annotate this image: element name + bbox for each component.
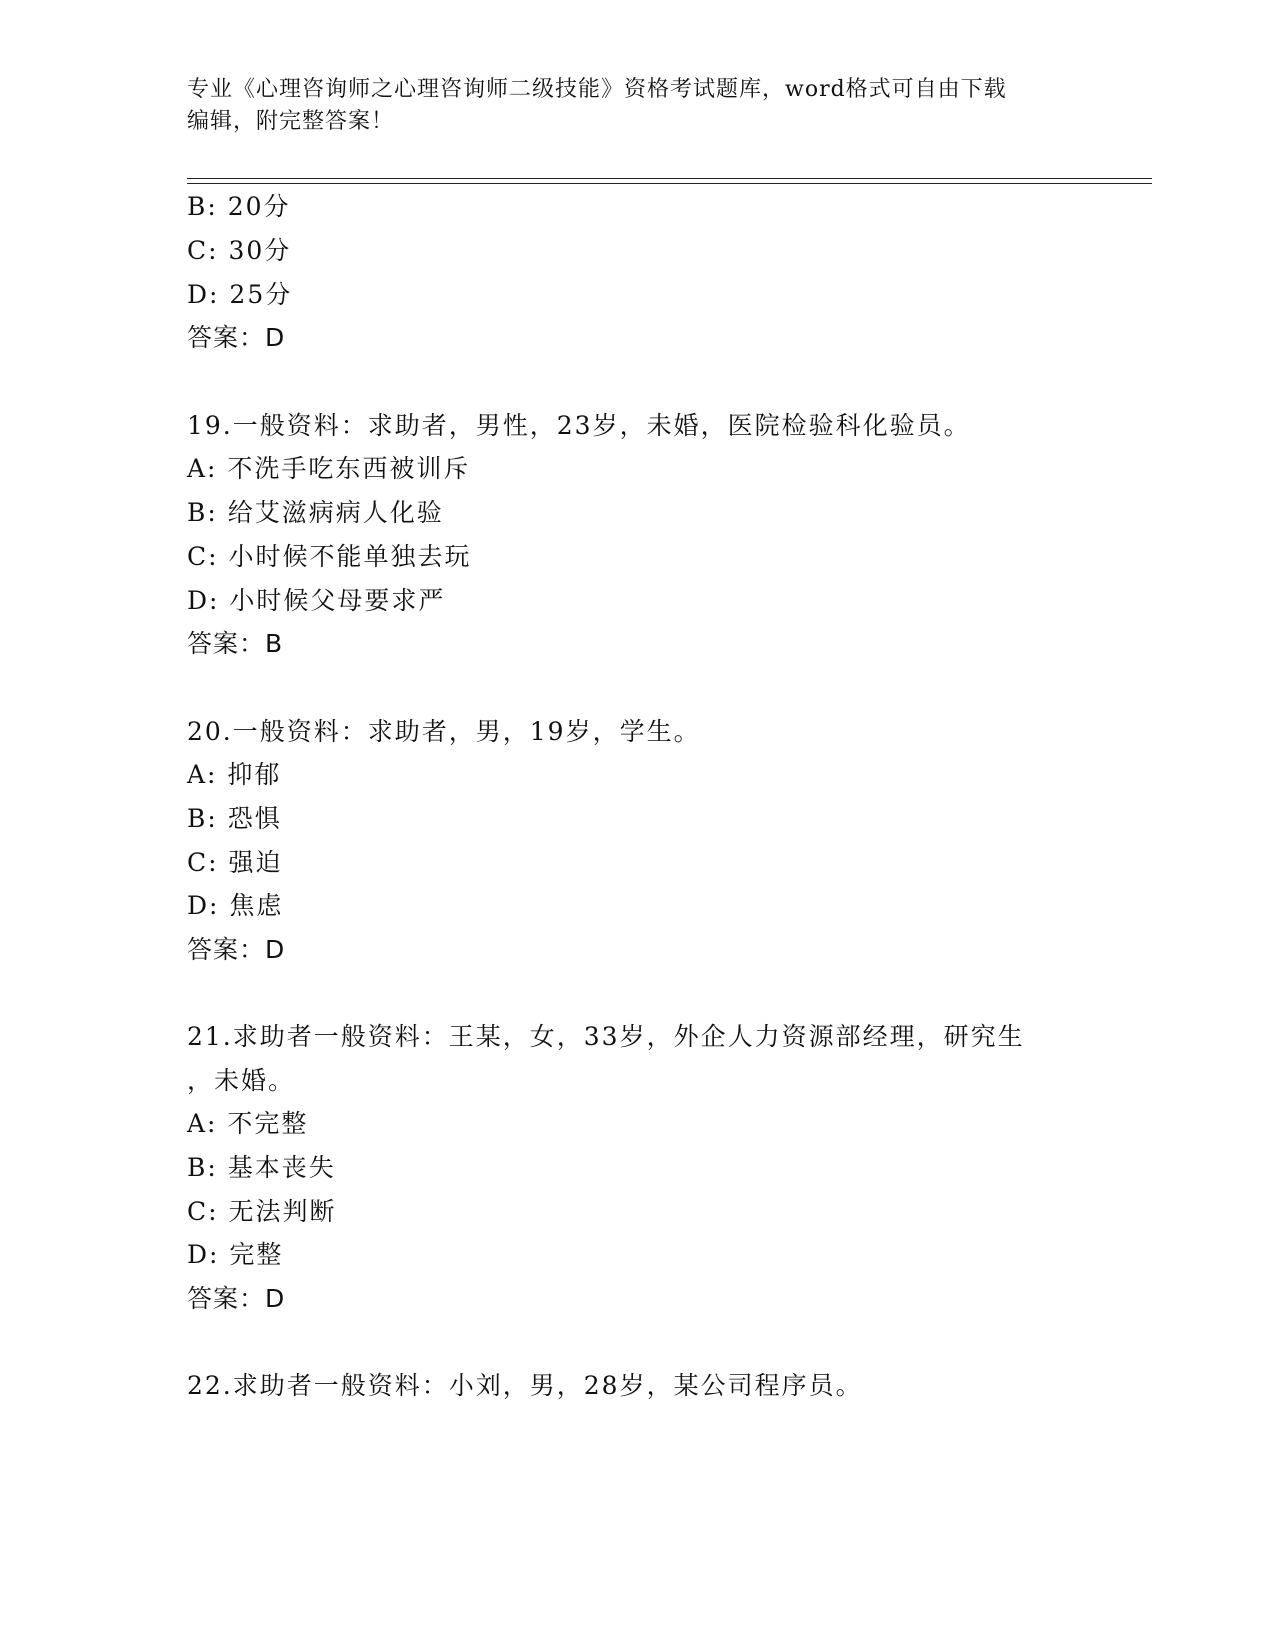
header-rule-top <box>187 178 1152 179</box>
header-rule-bottom <box>187 183 1152 184</box>
q21-stem-line-2: ，未婚。 <box>187 1066 296 1095</box>
q18-option-c: C: 30分 <box>187 236 292 265</box>
q19-option-d: D: 小时候父母要求严 <box>187 586 446 615</box>
q18-answer: 答案：D <box>187 323 286 352</box>
header-line-1: 专业《心理咨询师之心理咨询师二级技能》资格考试题库，word格式可自由下载 <box>187 77 1007 102</box>
q18-option-b: B: 20分 <box>187 192 291 221</box>
header-line-2: 编辑，附完整答案！ <box>187 109 395 134</box>
q21-option-a: A: 不完整 <box>187 1109 309 1138</box>
q20-option-c: C: 强迫 <box>187 848 283 877</box>
q20-stem: 20.一般资料：求助者，男，19岁，学生。 <box>187 717 701 746</box>
q21-stem-line-1: 21.求助者一般资料：王某，女，33岁，外企人力资源部经理，研究生 <box>187 1022 1025 1051</box>
q20-option-b: B: 恐惧 <box>187 804 282 833</box>
q19-answer: 答案：B <box>187 629 284 658</box>
q18-option-d: D: 25分 <box>187 280 293 309</box>
q21-answer: 答案：D <box>187 1284 286 1313</box>
q19-option-c: C: 小时候不能单独去玩 <box>187 542 472 571</box>
q19-option-a: A: 不洗手吃东西被训斥 <box>187 454 471 483</box>
q19-stem: 19.一般资料：求助者，男性，23岁，未婚，医院检验科化验员。 <box>187 411 971 440</box>
q20-answer: 答案：D <box>187 935 286 964</box>
q20-option-a: A: 抑郁 <box>187 760 282 789</box>
q21-option-b: B: 基本丧失 <box>187 1153 336 1182</box>
q19-option-b: B: 给艾滋病病人化验 <box>187 498 444 527</box>
q20-option-d: D: 焦虑 <box>187 891 284 920</box>
q22-stem: 22.求助者一般资料：小刘，男，28岁，某公司程序员。 <box>187 1371 863 1400</box>
q21-option-c: C: 无法判断 <box>187 1197 337 1226</box>
q21-option-d: D: 完整 <box>187 1240 284 1269</box>
document-header <box>187 74 1087 138</box>
